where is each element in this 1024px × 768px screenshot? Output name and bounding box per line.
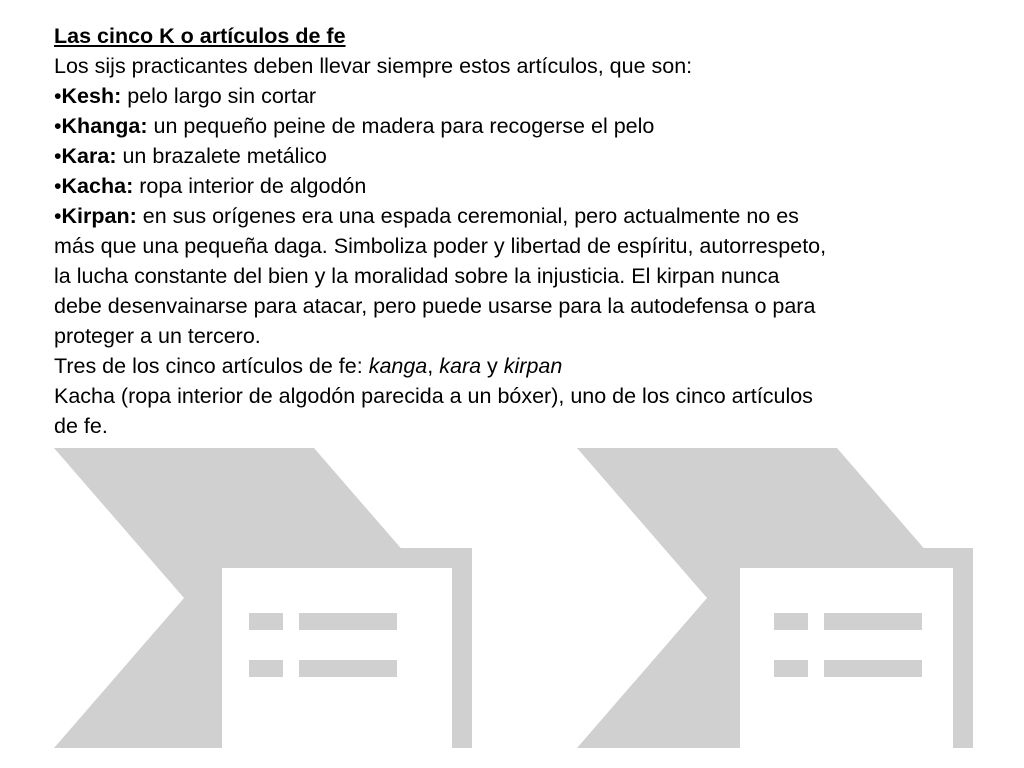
item-term: Khanga: xyxy=(61,114,148,138)
item-term: Kirpan: xyxy=(61,204,137,228)
caption-word-kara: kara xyxy=(439,354,482,378)
caption-word-kanga: kanga xyxy=(368,354,428,378)
item-term: Kesh: xyxy=(61,84,122,108)
bullet: • xyxy=(54,204,62,228)
caption-sep: , xyxy=(427,354,440,378)
list-item-kesh xyxy=(54,81,984,111)
list-item-khanga xyxy=(54,111,984,141)
kirpan-desc-line: la lucha constante del bien y la moralidad sobre la injusticia. El kirpan nunca xyxy=(54,264,780,288)
caption-prefix: Tres de los cinco artículos de fe: xyxy=(54,354,369,378)
caption-sep: y xyxy=(481,354,504,378)
intro-text: Los sijs practicantes deben llevar siempre estos artículos, que son: xyxy=(54,54,693,78)
list-item-kara xyxy=(54,141,984,171)
item-desc: ropa interior de algodón xyxy=(133,174,367,198)
item-desc: pelo largo sin cortar xyxy=(121,84,317,108)
item-desc: un brazalete metálico xyxy=(116,144,327,168)
picture-placeholder-icon xyxy=(54,448,474,748)
item-term: Kara: xyxy=(61,144,117,168)
slide-heading: Las cinco K o artículos de fe xyxy=(54,24,346,48)
caption-kacha-line: de fe. xyxy=(54,414,108,438)
bullet: • xyxy=(54,144,62,168)
caption-word-kirpan: kirpan xyxy=(503,354,563,378)
kirpan-desc-line: más que una pequeña daga. Simboliza poder y libertad de espíritu, autorrespeto, xyxy=(54,234,827,258)
picture-placeholder-left[interactable] xyxy=(54,448,474,748)
picture-placeholder-right[interactable] xyxy=(577,448,997,748)
bullet: • xyxy=(54,114,62,138)
caption-three-articles xyxy=(54,351,984,381)
kirpan-desc-line: debe desenvainarse para atacar, pero puede usarse para la autodefensa o para xyxy=(54,294,816,318)
bullet: • xyxy=(54,174,62,198)
picture-placeholder-icon xyxy=(577,448,997,748)
slide-text xyxy=(54,21,984,441)
item-desc: en sus orígenes era una espada ceremonial, pero actualmente no es xyxy=(136,204,799,228)
kirpan-desc-line: proteger a un tercero. xyxy=(54,324,261,348)
list-item-kirpan xyxy=(54,201,984,231)
bullet: • xyxy=(54,84,62,108)
item-desc: un pequeño peine de madera para recogerse el pelo xyxy=(147,114,655,138)
item-term: Kacha: xyxy=(61,174,134,198)
list-item-kacha xyxy=(54,171,984,201)
caption-kacha-line: Kacha (ropa interior de algodón parecida a un bóxer), uno de los cinco artículos xyxy=(54,384,813,408)
